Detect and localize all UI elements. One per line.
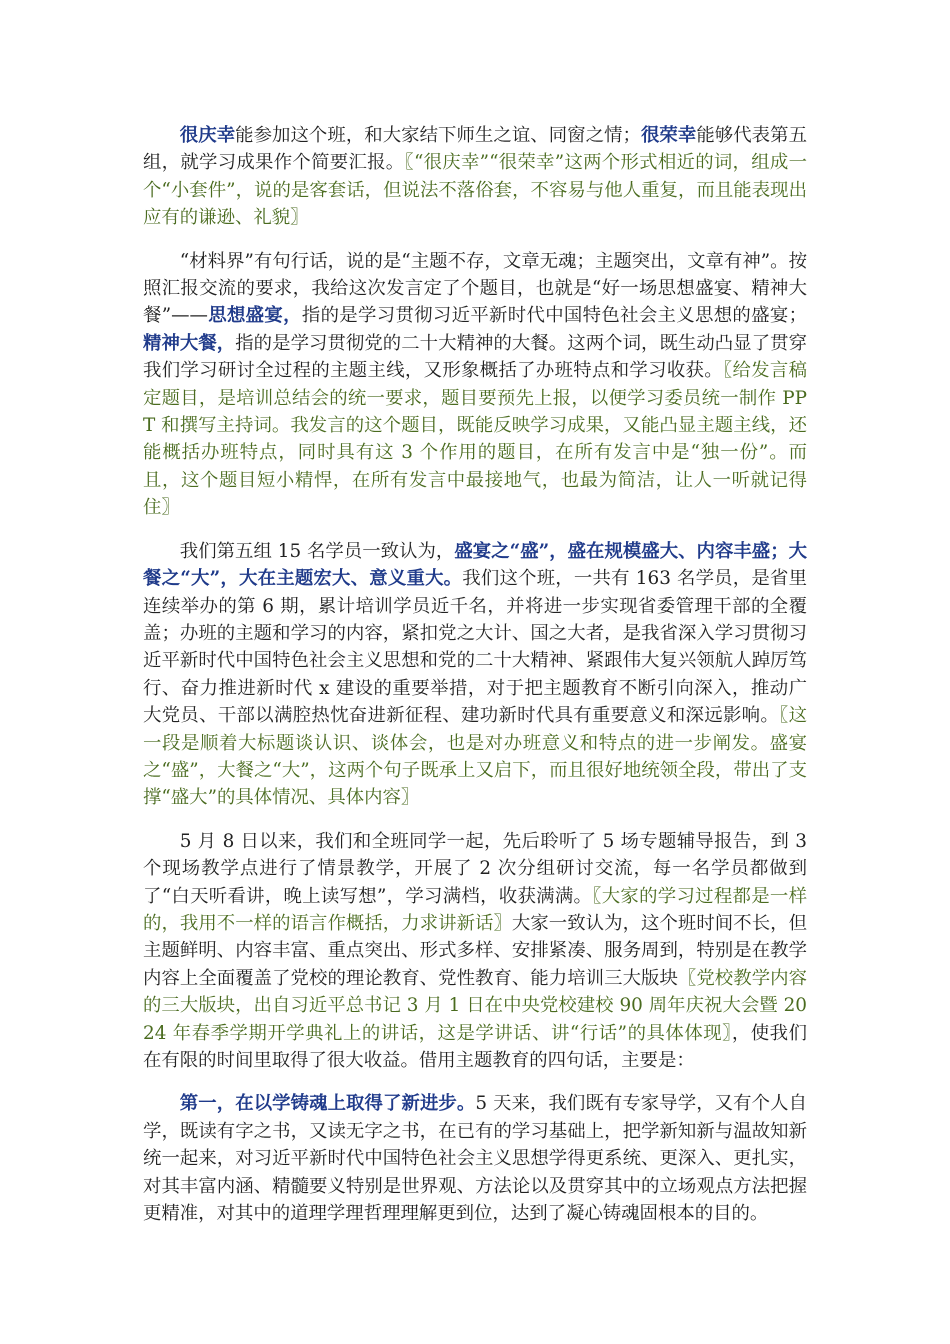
body-text: 大家一致认为，这个班时间不长，但主题鲜明、内容丰富、重点突出、形式多样、安排紧凑、服务周到，特别是在教学内容上全面覆盖了党校的理论教育、党性教育、能力培训三大版块	[143, 912, 807, 989]
body-text: 能够代表第五组，就学习成果作个简要汇报。	[143, 125, 807, 174]
paragraph-5	[143, 1090, 807, 1227]
emphasis-text: 第一，在以学铸魂上取得了新进步。	[179, 1093, 476, 1115]
body-text: 我们这个班，一共有 163 名学员，是省里连续举办的第 6 期，累计培训学员近千名，并将进一步实现省委管理干部的全覆盖；办班的主题和学习的内容，紧扣党之大计、国之大者，是我省深入学习贯彻习近平新时代中国特色社会主义思想和党的二十大精神、紧跟伟大复兴领航人踔厉笃行、奋力推进新时代 x 建设的重要举措，对于把主题教育不断引向深入，推动广大党员、干部以满腔热忱奋进新征程、建功新时代具有重要意义和深远影响。	[143, 568, 807, 727]
body-text: 5 月 8 日以来，我们和全班同学一起，先后聆听了 5 场专题辅导报告，到 3 个现场教学点进行了情景教学，开展了 2 次分组研讨交流，每一名学员都做到了“白天听看讲，晚上读写想”，学习满档，收获满满。	[143, 830, 807, 907]
paragraph-1	[143, 122, 807, 232]
commentary-text: 〖党校教学内容的三大版块，出自习近平总书记 3 月 1 日在中央党校建校 90 周年庆祝大会暨 2024 年春季学期开学典礼上的讲话，这是学讲话、讲“行话”的具体体现〗	[143, 967, 807, 1044]
body-text: 指的是学习贯彻习近平新时代中国特色社会主义思想的盛宴；	[301, 305, 807, 327]
emphasis-text: 很荣幸	[640, 125, 697, 146]
document-page	[143, 122, 807, 1243]
emphasis-text: 思想盛宴，	[207, 305, 302, 327]
body-text: 能参加这个班，和大家结下师生之谊、同窗之情；	[235, 125, 641, 146]
body-text: ，使我们在有限的时间里取得了很大收益。借用主题教育的四句话，主要是：	[143, 1022, 807, 1071]
paragraph-3	[143, 538, 807, 812]
commentary-text: 〖这一段是顺着大标题谈认识、谈体会，也是对办班意义和特点的进一步阐发。盛宴之“盛”，大餐之“大”，这两个句子既承上又启下，而且很好地统领全段，带出了支撑“盛大”的具体情况、具体内容〗	[143, 705, 807, 809]
emphasis-text: 精神大餐，	[143, 332, 236, 354]
paragraph-4	[143, 828, 807, 1075]
emphasis-text: 盛宴之“盛”，盛在规模盛大、内容丰盛；大餐之“大”，大在主题宏大、意义重大。	[143, 540, 807, 590]
body-text: “材料界”有句行话，说的是“主题不存，文章无魂；主题突出，文章有神”。按照汇报交流的要求，我给这次发言定了个题目，也就是“好一场思想盛宴、精神大餐”——	[143, 250, 807, 327]
commentary-text: 〖大家的学习过程都是一样的，我用不一样的语言作概括，力求讲新话〗	[143, 885, 807, 934]
paragraph-2	[143, 248, 807, 522]
body-text: 我们第五组 15 名学员一致认为，	[179, 540, 455, 562]
commentary-text: 〖给发言稿定题目，是培训总结会的统一要求，题目要预先上报，以便学习委员统一制作 PPT 和撰写主持词。我发言的这个题目，既能反映学习成果，又能凸显主题主线，还能概括办班特点，同时具有这 3 个作用的题目，在所有发言中是“独一份”。而且，这个题目短小精悍，在所有发言中最接地气，也最为简洁，让人一听就记得住〗	[143, 360, 807, 519]
emphasis-text: 很庆幸	[179, 125, 236, 146]
commentary-text: 〖“很庆幸”“很荣幸”这两个形式相近的词，组成一个“小套件”，说的是客套话，但说法不落俗套，不容易与他人重复，而且能表现出应有的谦逊、礼貌〗	[143, 152, 807, 229]
body-text: 指的是学习贯彻党的二十大精神的大餐。这两个词，既生动凸显了贯穿我们学习研讨全过程的主题主线，又形象概括了办班特点和学习收获。	[143, 332, 807, 382]
body-text: 5 天来，我们既有专家导学，又有个人自学，既读有字之书，又读无字之书，在已有的学习基础上，把学新知新与温故知新统一起来，对习近平新时代中国特色社会主义思想学得更系统、更深入、更扎实，对其丰富内涵、精髓要义特别是世界观、方法论以及贯穿其中的立场观点方法把握更精准，对其中的道理学理哲理理解更到位，达到了凝心铸魂固根本的目的。	[143, 1093, 807, 1225]
